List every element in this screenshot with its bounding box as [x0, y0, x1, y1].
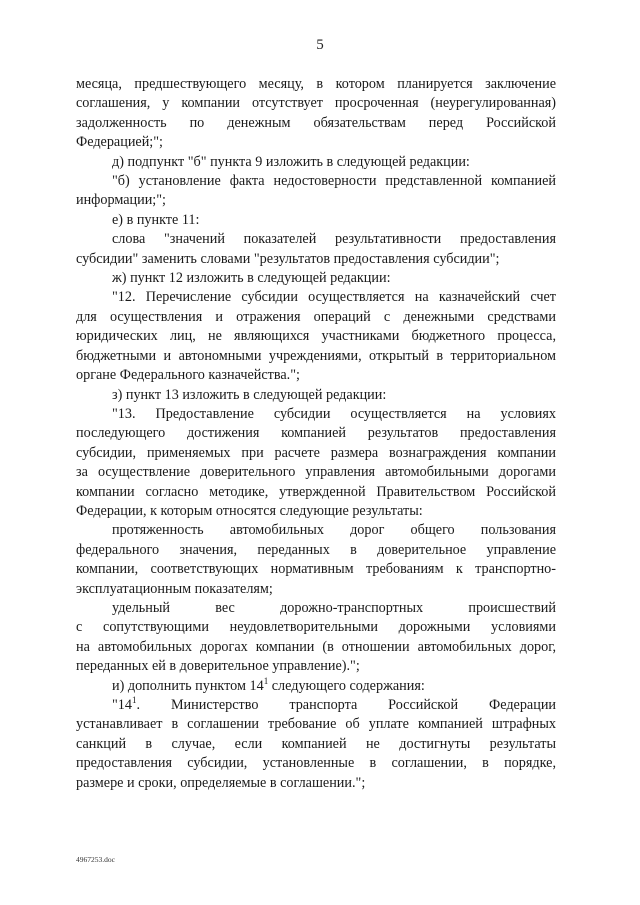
- superscript: 1: [131, 695, 137, 705]
- text-line: эксплуатационным показателям;: [76, 580, 273, 597]
- text-line: размере и сроки, определяемые в соглашении.";: [76, 774, 366, 791]
- text-line: д) подпункт "б" пункта 9 изложить в следующей редакции:: [112, 153, 470, 170]
- text-line: слова "значений показателей результативности предоставления: [112, 231, 556, 248]
- text-line: "12. Перечисление субсидии осуществляется на казначейский счет: [112, 289, 556, 306]
- text-line: Федерации, к которым относятся следующие результаты:: [76, 502, 423, 519]
- text-fragment: следующего содержания:: [268, 677, 425, 694]
- text-line: санкций в случае, если компанией не достигнуты результаты: [76, 735, 556, 752]
- text-line: для осуществления и отражения операций с денежными средствами: [76, 308, 556, 325]
- text-line: е) в пункте 11:: [112, 211, 200, 228]
- text-line: переданных ей в доверительное управление).";: [76, 658, 360, 675]
- text-line: ж) пункт 12 изложить в следующей редакции:: [112, 270, 391, 287]
- text-line: компании, соответствующих нормативным требованиям к транспортно-: [76, 561, 556, 578]
- text-line: информации;";: [76, 192, 166, 209]
- text-line: протяженность автомобильных дорог общего пользования: [112, 522, 556, 539]
- text-line: устанавливает в соглашении требование об уплате компанией штрафных: [76, 716, 556, 733]
- text-line: на автомобильных дорогах компании (в отношении автомобильных дорог,: [76, 638, 556, 655]
- text-line: последующего достижения компанией результатов предоставления: [76, 425, 556, 442]
- text-line: органе Федерального казначейства.";: [76, 367, 300, 384]
- superscript: 1: [263, 675, 269, 686]
- text-line: "13. Предоставление субсидии осуществляется на условиях: [112, 405, 556, 422]
- text-line: предоставления субсидии, установленные в соглашении, в порядке,: [76, 755, 556, 772]
- text-line: "б) установление факта недостоверности представленной компанией: [112, 173, 556, 190]
- text-line: за осуществление доверительного управления автомобильными дорогами: [76, 464, 556, 481]
- text-line: соглашения, у компании отсутствует просроченная (неурегулированная): [76, 95, 556, 112]
- text-line: удельный вес дорожно-транспортных происшествий: [112, 599, 556, 616]
- text-line: юридических лиц, не являющихся участниками бюджетного процесса,: [76, 328, 556, 345]
- text-line: [76, 677, 556, 696]
- text-line: Федерацией;";: [76, 134, 163, 151]
- text-line: субсидии" заменить словами "результатов предоставления субсидии";: [76, 250, 500, 267]
- text-line: з) пункт 13 изложить в следующей редакции:: [112, 386, 387, 403]
- text-line: бюджетными и автономными учреждениями, открытый в территориальном: [76, 347, 556, 364]
- text-fragment: "14: [112, 697, 132, 713]
- text-line: месяца, предшествующего месяцу, в котором планируется заключение: [76, 76, 556, 92]
- text-fragment: и) дополнить пунктом 14: [112, 677, 264, 694]
- text-fragment: . Министерство транспорта Российской Федерации: [136, 697, 556, 713]
- file-name-footer: 4967253.doc: [76, 855, 115, 864]
- text-line: субсидии, применяемых при расчете размера вознаграждения компании: [76, 444, 556, 461]
- text-line: с сопутствующими неудовлетворительными дорожными условиями: [76, 619, 556, 636]
- document-body: [76, 75, 556, 793]
- text-line: федерального значения, переданных в доверительное управление: [76, 541, 556, 558]
- text-line: [76, 696, 556, 715]
- page-number: 5: [316, 37, 324, 53]
- text-line: компании согласно методике, утвержденной Правительством Российской: [76, 483, 556, 500]
- text-line: задолженность по денежным обязательствам перед Российской: [76, 114, 556, 131]
